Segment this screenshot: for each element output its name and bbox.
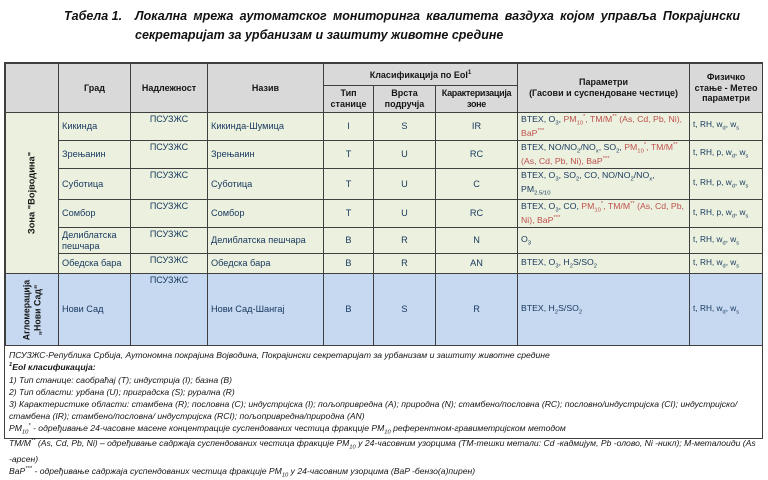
- header-classification: Класификација по EoI$^1$: [324, 64, 518, 86]
- table-row: [6, 169, 763, 200]
- monitoring-table: [5, 63, 763, 346]
- footnote-line: 1) Тип станице: саобраћај (Т); индустрија (I); базна (B): [9, 374, 232, 385]
- footnote-line: BaP*** - одређивање садржаја суспендованих честица фракције $PM_{10}$ у 24-часовним узорцима (BaP -бензо(а)пирен): [9, 465, 476, 479]
- footnote-line: $^1$EoI класификација:: [9, 362, 96, 373]
- table-row: [6, 141, 763, 169]
- cell-meteo: t, RH, $w_d$, $w_s$: [690, 274, 763, 346]
- table-title: [64, 7, 740, 45]
- cell-zone-characterization: AN: [436, 254, 518, 274]
- zone-label-vojvodina-text: Зона "Војводина": [26, 152, 37, 235]
- header-station-type: Тип станице: [324, 86, 374, 113]
- parameters-highlight: $PM_{10}^*$, TM/M** (As, Cd, Pb, Ni), BaP***: [521, 201, 684, 226]
- cell-area-type: U: [374, 200, 436, 228]
- table-row: [6, 274, 763, 346]
- cell-jurisdiction: ПСУЗЖС: [131, 169, 208, 200]
- cell-zone-characterization: RC: [436, 200, 518, 228]
- zone-label-novi-sad-text: Агломерација „Нови Сад“: [21, 279, 42, 340]
- cell-zone-characterization: C: [436, 169, 518, 200]
- zone-label-vojvodina: [6, 113, 59, 274]
- parameters-highlight: $PM_{10}^*$, TM/M** (As, Cd, Pb, Ni), BaP***: [521, 142, 678, 167]
- cell-jurisdiction: ПСУЗЖС: [131, 200, 208, 228]
- parameters-main: $O_3$: [521, 233, 532, 247]
- header-physical-meteo: Физичко стање - Метео параметри: [690, 64, 763, 113]
- cell-station-type: T: [324, 169, 374, 200]
- footnotes-section: [5, 346, 762, 479]
- cell-jurisdiction: ПСУЗЖС: [131, 228, 208, 254]
- cell-name: Нови Сад-Шангај: [208, 274, 324, 346]
- table-title-text: Локална мрежа аутоматског мониторинга квалитета ваздуха којом управља Покрајински секретаријат за урбанизам и заштиту животне средине: [135, 9, 740, 42]
- parameters-main: BTEX, $H_2S/SO_2$: [521, 302, 583, 316]
- cell-meteo: t, RH, p, $w_d$, $w_s$: [690, 200, 763, 228]
- cell-zone-characterization: RC: [436, 141, 518, 169]
- cell-parameters: [518, 113, 690, 141]
- cell-parameters: [518, 200, 690, 228]
- table-row: [6, 228, 763, 254]
- cell-city: Обедска бара: [59, 254, 131, 274]
- parameters-main: BTEX, $O_3$, CO,: [521, 201, 582, 214]
- cell-station-type: B: [324, 254, 374, 274]
- parameters-main: BTEX, $O_3$, $H_2S/SO_2$: [521, 256, 598, 270]
- cell-meteo: t, RH, $w_d$, $w_s$: [690, 254, 763, 274]
- cell-jurisdiction: ПСУЗЖС: [131, 141, 208, 169]
- cell-meteo: t, RH, $w_d$, $w_s$: [690, 228, 763, 254]
- cell-parameters: [518, 228, 690, 254]
- cell-name: Обедска бара: [208, 254, 324, 274]
- cell-area-type: S: [374, 274, 436, 346]
- cell-meteo: t, RH, p, $w_d$, $w_s$: [690, 169, 763, 200]
- cell-parameters: [518, 274, 690, 346]
- parameters-main: BTEX, $O_3$,: [521, 114, 564, 127]
- cell-parameters: [518, 169, 690, 200]
- cell-jurisdiction: ПСУЗЖС: [131, 274, 208, 346]
- table-row: [6, 200, 763, 228]
- cell-name: Делиблатска пешчара: [208, 228, 324, 254]
- document-frame: [4, 62, 763, 479]
- footnote-line: TM/M** (As, Cd, Pb, Ni) – одређивање садржаја суспендованих честица фракције $PM_{10}$ у 24-часовним узорцима (TM-тешки метали: Cd -кадмијум, Pb -олово, Ni -никл); M-металоиди (As -арсен): [9, 438, 756, 464]
- cell-station-type: B: [324, 228, 374, 254]
- cell-zone-characterization: IR: [436, 113, 518, 141]
- header-area-type: Врста подручја: [374, 86, 436, 113]
- cell-name: Кикинда-Шумица: [208, 113, 324, 141]
- cell-city: Сомбор: [59, 200, 131, 228]
- header-parameters: Параметри (Гасови и суспендоване честице): [518, 64, 690, 113]
- footnote-line: ПСУЗЖС-Република Србија, Аутономна покрајина Војводина, Покрајински секретаријат за урбанизам и заштиту животне средине: [9, 350, 550, 361]
- cell-name: Сомбор: [208, 200, 324, 228]
- footnote-line: 2) Тип области: урбана (U); приградска (S); рурална (R): [9, 386, 235, 397]
- parameters-main: BTEX, $O_3$, $SO_2$, CO, $NO/NO_2/NO_x$, $PM_{2.5/10}$: [521, 170, 655, 197]
- parameters-main: BTEX, $NO/NO_2/NO_x$, $SO_2$,: [521, 142, 625, 155]
- cell-area-type: R: [374, 228, 436, 254]
- cell-zone-characterization: R: [436, 274, 518, 346]
- cell-station-type: T: [324, 141, 374, 169]
- cell-area-type: U: [374, 141, 436, 169]
- footnote-line: $PM_{10}^*$ - одређивање 24-часовне масене концентрације суспендованих честица фракције $PM_{10}$ референтном-гравиметријском методом: [9, 423, 566, 437]
- parameters-highlight: $PM_{10}^*$, TM/M** (As, Cd, Pb, Ni), BaP***: [521, 114, 683, 139]
- cell-station-type: T: [324, 200, 374, 228]
- cell-name: Суботица: [208, 169, 324, 200]
- cell-area-type: R: [374, 254, 436, 274]
- cell-area-type: U: [374, 169, 436, 200]
- table-row: [6, 254, 763, 274]
- header-city: Град: [59, 64, 131, 113]
- cell-name: Зрењанин: [208, 141, 324, 169]
- table-row: [6, 113, 763, 141]
- cell-city: Зрењанин: [59, 141, 131, 169]
- cell-city: Делиблатска пешчара: [59, 228, 131, 254]
- cell-area-type: S: [374, 113, 436, 141]
- cell-city: Нови Сад: [59, 274, 131, 346]
- cell-zone-characterization: N: [436, 228, 518, 254]
- cell-city: Суботица: [59, 169, 131, 200]
- table-title-label: Табела 1.: [64, 9, 123, 23]
- cell-station-type: B: [324, 274, 374, 346]
- cell-meteo: t, RH, $w_d$, $w_s$: [690, 113, 763, 141]
- cell-city: Кикинда: [59, 113, 131, 141]
- header-zone-characterization: Карактеризација зоне: [436, 86, 518, 113]
- header-jurisdiction: Надлежност: [131, 64, 208, 113]
- header-zone-empty: [6, 64, 59, 113]
- header-name: Назив: [208, 64, 324, 113]
- cell-parameters: [518, 254, 690, 274]
- cell-meteo: t, RH, p, $w_d$, $w_s$: [690, 141, 763, 169]
- cell-station-type: I: [324, 113, 374, 141]
- cell-parameters: [518, 141, 690, 169]
- cell-jurisdiction: ПСУЗЖС: [131, 113, 208, 141]
- cell-jurisdiction: ПСУЗЖС: [131, 254, 208, 274]
- zone-label-novi-sad: [6, 274, 59, 346]
- footnote-line: 3) Карактеристике области: стамбена (R); пословна (C); индустријска (I); пољопривредна (A); природна (N); стамбено/пословна (RC); пословно/индустријска (CI); индустријско/стамбена (IR); стамбено/пословна/ индустријска (RCI); пољопривредна/природна (AN): [9, 399, 738, 422]
